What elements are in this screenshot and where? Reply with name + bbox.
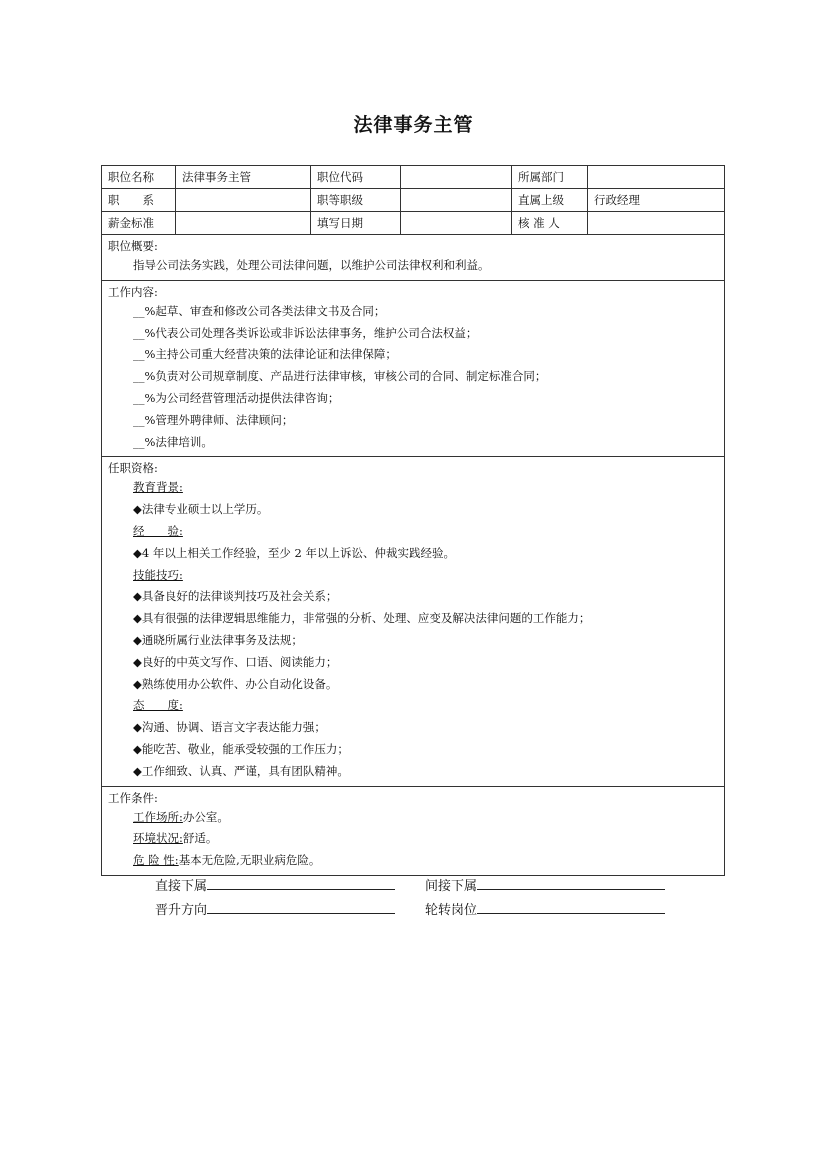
attitude-title (102, 695, 724, 717)
department-value[interactable] (588, 166, 724, 188)
education-title-text: 教育背景: (133, 480, 183, 495)
indirect-subordinate-label: 间接下属 (425, 879, 478, 894)
header-row-3 (102, 212, 724, 235)
duties-heading: 工作内容: (108, 284, 158, 299)
skills-title (102, 565, 724, 587)
promotion-label: 晋升方向 (155, 903, 208, 918)
promotion-line[interactable] (207, 899, 395, 914)
rotation-field (425, 899, 665, 920)
qualifications-section (102, 457, 724, 786)
duty-item: __%主持公司重大经营决策的法律论证和法律保障； (133, 347, 397, 362)
indirect-subordinate-field (425, 875, 665, 896)
hazard-label: 危 险 性: (133, 853, 179, 868)
attitude-item: ◆沟通、协调、语言文字表达能力强； (133, 720, 326, 735)
hazard-value: 基本无危险,无职业病危险。 (178, 853, 321, 868)
duty-item: __%起草、审查和修改公司各类法律文书及合同； (133, 303, 386, 318)
position-code-value[interactable] (401, 166, 512, 188)
job-description-table (101, 165, 725, 876)
position-code-label: 职位代码 (311, 166, 401, 188)
skill-item: ◆具备良好的法律谈判技巧及社会关系； (133, 589, 338, 604)
direct-subordinate-field (155, 875, 395, 896)
work-place-value: 办公室。 (182, 809, 229, 824)
skill-item: ◆熟练使用办公软件、办公自动化设备。 (133, 676, 338, 691)
direct-subordinate-line[interactable] (207, 875, 395, 890)
rotation-line[interactable] (477, 899, 665, 914)
supervisor-value[interactable]: 行政经理 (594, 193, 640, 207)
education-title (102, 477, 724, 499)
fill-date-label: 填写日期 (311, 212, 401, 234)
attitude-item: ◆工作细致、认真、严谨，具有团队精神。 (133, 763, 349, 778)
approver-value[interactable] (588, 212, 724, 234)
series-value[interactable] (176, 189, 311, 211)
series-label: 职 系 (102, 189, 176, 211)
page-title: 法律事务主管 (353, 114, 474, 136)
summary-section (102, 235, 724, 281)
position-name-label: 职位名称 (102, 166, 176, 188)
experience-title-text: 经 验: (133, 523, 183, 538)
attitude-title-text: 态 度: (133, 698, 183, 713)
summary-text: 指导公司法务实践，处理公司法律问题，以维护公司法律权利和利益。 (133, 258, 490, 272)
hazard-row (102, 850, 724, 872)
conditions-heading: 工作条件: (108, 790, 158, 805)
work-place-row (102, 807, 724, 829)
duty-item: __%法律培训。 (133, 434, 213, 449)
conditions-section (102, 787, 724, 875)
duty-item: __%负责对公司规章制度、产品进行法律审核，审核公司的合同、制定标准合同； (133, 369, 547, 384)
position-name-value[interactable]: 法律事务主管 (176, 166, 311, 188)
duties-section (102, 281, 724, 458)
experience-item: ◆4 年以上相关工作经验，至少 2 年以上诉讼、仲裁实践经验。 (133, 545, 455, 560)
environment-label: 环境状况: (133, 831, 183, 846)
work-place-label: 工作场所: (133, 809, 183, 824)
qualifications-heading: 任职资格: (108, 461, 158, 476)
department-label: 所属部门 (512, 166, 588, 188)
direct-subordinate-label: 直接下属 (155, 879, 208, 894)
skill-item: ◆良好的中英文写作、口语、阅读能力； (133, 654, 338, 669)
salary-value[interactable] (176, 212, 311, 234)
environment-value: 舒适。 (182, 831, 218, 846)
approver-label: 核 准 人 (512, 212, 588, 234)
education-item: ◆法律专业硕士以上学历。 (133, 502, 269, 517)
salary-label: 薪金标准 (102, 212, 176, 234)
skill-item: ◆通晓所属行业法律事务及法规； (133, 632, 303, 647)
fill-date-value[interactable] (401, 212, 512, 234)
duty-item: __%管理外聘律师、法律顾问； (133, 412, 294, 427)
duty-item: __%为公司经营管理活动提供法律咨询； (133, 390, 340, 405)
rotation-label: 轮转岗位 (425, 903, 478, 918)
environment-row (102, 828, 724, 850)
indirect-subordinate-line[interactable] (477, 875, 665, 890)
grade-value[interactable] (401, 189, 512, 211)
attitude-item: ◆能吃苦、敬业，能承受较强的工作压力； (133, 741, 349, 756)
skill-item: ◆具有很强的法律逻辑思维能力，非常强的分析、处理、应变及解决法律问题的工作能力； (133, 611, 591, 626)
promotion-field (155, 899, 395, 920)
header-row-1 (102, 166, 724, 189)
supervisor-label: 直属上级 (512, 189, 588, 211)
experience-title (102, 521, 724, 543)
grade-label: 职等职级 (311, 189, 401, 211)
header-row-2 (102, 189, 724, 212)
duty-item: __%代表公司处理各类诉讼或非诉讼法律事务，维护公司合法权益； (133, 325, 478, 340)
summary-heading: 职位概要: (108, 239, 158, 253)
skills-title-text: 技能技巧: (133, 567, 183, 582)
